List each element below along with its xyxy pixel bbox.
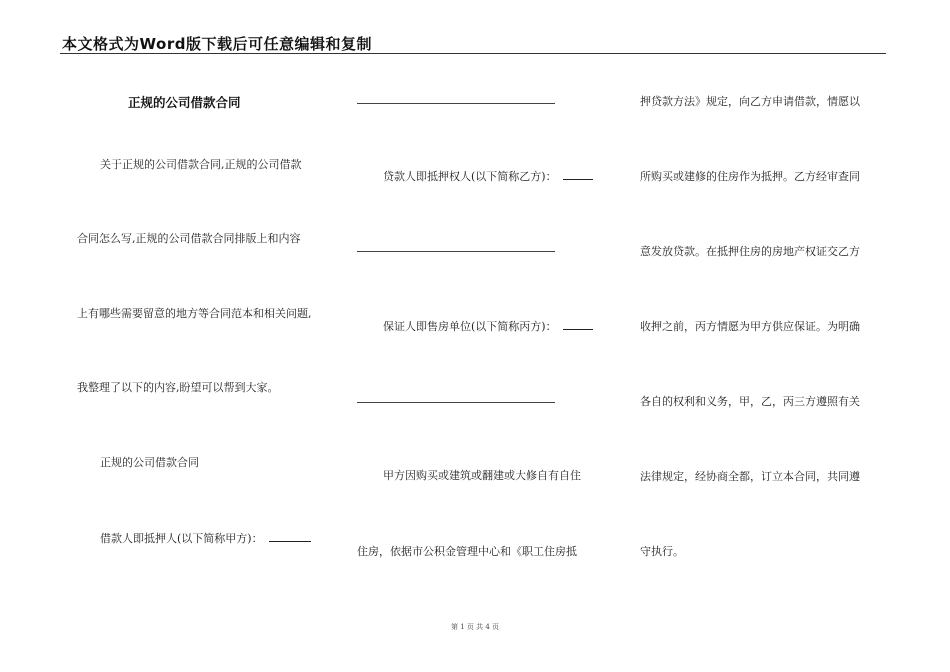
body-line: 各自的权利和义务，甲，乙，丙三方遵照有关 [640,395,860,408]
party-b-blank [563,168,593,180]
party-a-blank [269,530,311,542]
body-line: 住房，依据市公积金管理中心和《职工住房抵 [357,545,577,558]
body-line: 意发放贷款。在抵押住房的房地产权证交乙方 [640,245,860,258]
body-line: 法律规定，经协商全都，订立本合同，共同遵 [640,470,860,483]
body-line: 合同怎么写,正规的公司借款合同排版上和内容 [77,232,301,245]
page-number: 第 1 页 共 4 页 [450,623,500,631]
party-a-line [100,530,311,546]
body-line: 我整理了以下的内容,盼望可以帮到大家。 [77,381,279,394]
body-line: 收押之前，丙方情愿为甲方供应保证。为明确 [640,320,860,333]
body-line: 所购买或建修的住房作为抵押。乙方经审查同 [640,170,860,183]
body-line: 甲方因购买或建筑或翻建或大修自有自住 [383,469,581,482]
body-line: 上有哪些需要留意的地方等合同范本和相关问题, [77,307,312,320]
separator-line [357,251,555,252]
party-a-label: 借款人即抵押人(以下简称甲方)： [100,532,263,545]
section-heading: 正规的公司借款合同 [100,456,199,469]
party-b-line [383,168,593,184]
party-c-line [383,318,593,334]
party-c-label: 保证人即售房单位(以下简称丙方)： [383,320,557,333]
document-header-title: 本文格式为Word版下载后可任意编辑和复制 [62,35,372,53]
party-b-label: 贷款人即抵押权人(以下简称乙方)： [383,170,557,183]
separator-line [357,103,555,104]
contract-title: 正规的公司借款合同 [128,95,241,110]
separator-line [357,402,555,403]
body-line: 押贷款方法》规定，向乙方申请借款，情愿以 [640,95,860,108]
party-c-blank [563,318,593,330]
body-line: 守执行。 [640,545,684,558]
header-divider [60,53,886,54]
body-line: 关于正规的公司借款合同,正规的公司借款 [100,158,302,171]
